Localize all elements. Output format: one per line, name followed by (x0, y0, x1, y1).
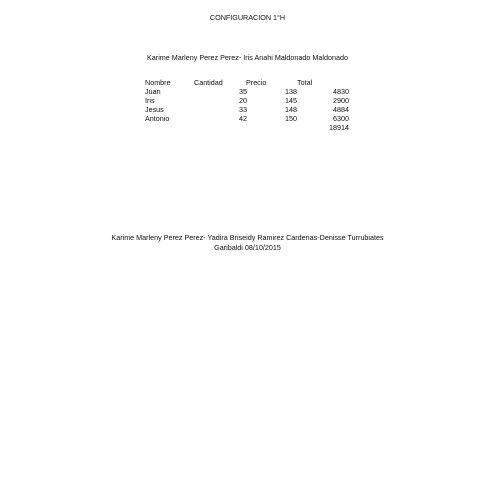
grand-total: 18914 (329, 123, 349, 132)
table-row-total: 4884 (333, 105, 349, 114)
header-nombre: Nombre (145, 78, 171, 87)
table-row-precio: 138 (285, 87, 297, 96)
table-row-precio: 145 (285, 96, 297, 105)
table-row-cantidad: 20 (239, 96, 247, 105)
table-row-name: Jesus (145, 105, 164, 114)
data-table (0, 78, 495, 138)
table-row-name: Antonio (145, 114, 170, 123)
table-row-precio: 148 (285, 105, 297, 114)
header-cantidad: Cantidad (194, 78, 223, 87)
table-row-cantidad: 33 (239, 105, 247, 114)
table-row-precio: 150 (285, 114, 297, 123)
authors-bottom: Karime Marleny Perez Perez- Yadira Briseidy Ramirez Cardenas-Denisse Turrubiates (111, 233, 384, 242)
table-row-name: Juan (145, 87, 161, 96)
table-row-total: 2900 (333, 96, 349, 105)
header-total: Total (297, 78, 313, 87)
header-precio: Precio (246, 78, 267, 87)
authors-top: Karime Marleny Perez Perez- Iris Anahi Maldonado Maldonado (147, 53, 348, 62)
table-row-total: 6300 (333, 114, 349, 123)
table-row-name: Iris (145, 96, 155, 105)
document-title: CONFIGURACION 1°H (209, 13, 286, 22)
date-line: Garibaldi 08/10/2015 (214, 243, 281, 252)
table-row-total: 4830 (333, 87, 349, 96)
table-row-cantidad: 35 (239, 87, 247, 96)
table-row-cantidad: 42 (239, 114, 247, 123)
